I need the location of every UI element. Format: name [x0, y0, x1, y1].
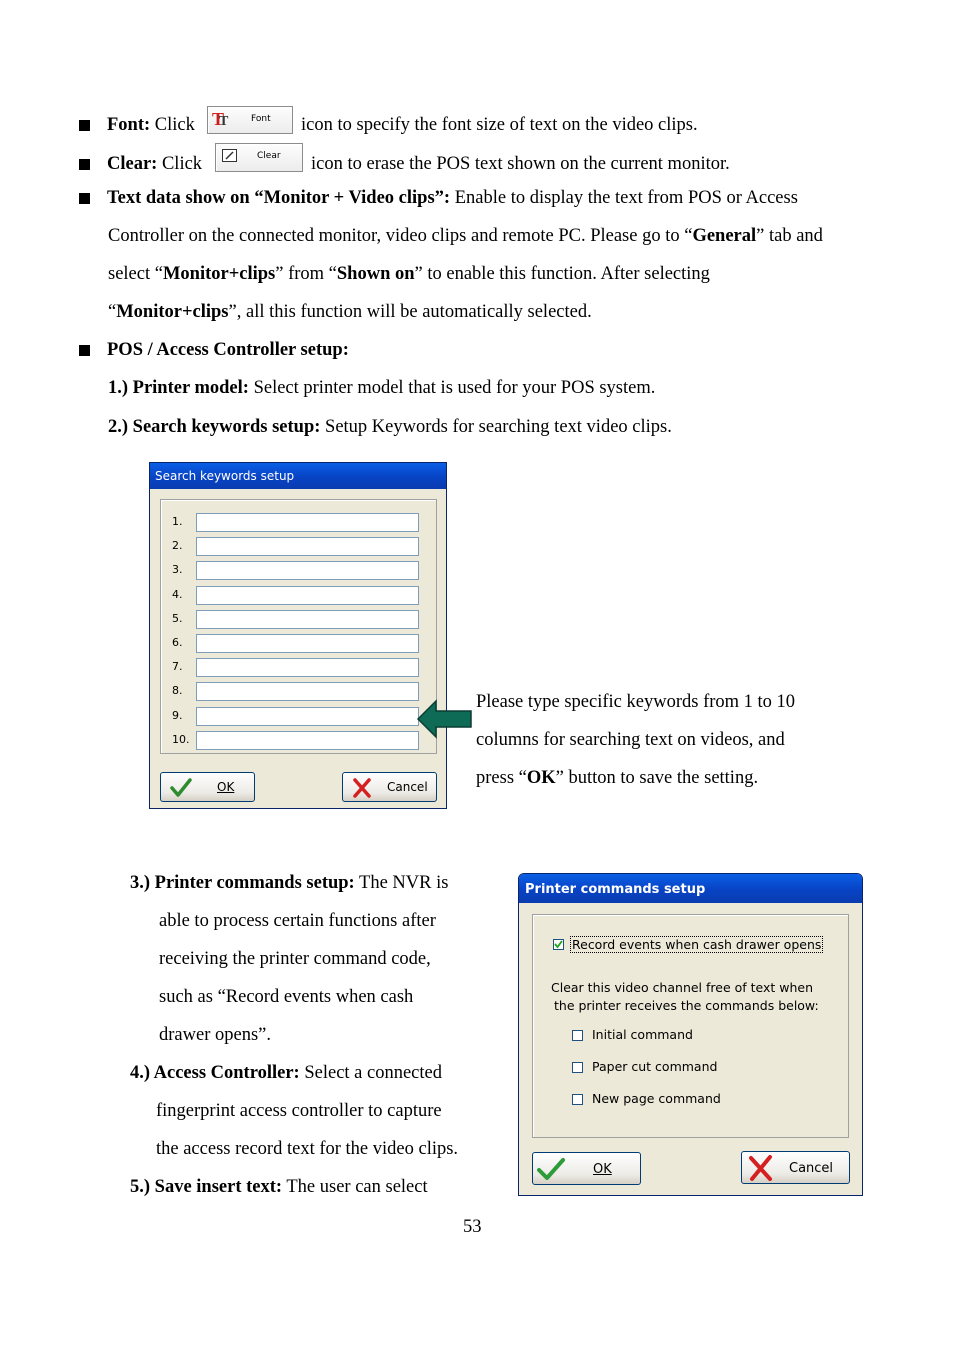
text-data-line-1: [107, 187, 798, 209]
keyword-input-9[interactable]: [196, 707, 419, 726]
search-keywords-dialog: [149, 462, 447, 809]
clear-text-line-2: the printer receives the commands below:: [554, 998, 819, 1013]
item-5-line-1: [130, 1176, 428, 1198]
item-3-t1: The NVR is: [354, 873, 449, 893]
printer-cancel-label: Cancel: [789, 1161, 834, 1176]
keyword-number-label: 5.: [172, 612, 183, 625]
text-data-l2-b: General: [692, 226, 757, 246]
font-bullet-text: [107, 114, 195, 136]
item-3-line-1: [130, 872, 448, 894]
callout-line-3: [476, 767, 758, 789]
item-4-line-2: fingerprint access controller to capture: [156, 1101, 442, 1121]
text-data-l4-c: ”, all this function will be automatically selected.: [228, 302, 592, 322]
item-4-label: 4.) Access Controller:: [130, 1063, 300, 1083]
new-page-checkbox[interactable]: [572, 1094, 583, 1105]
keyword-input-7[interactable]: [196, 658, 419, 677]
keyword-input-6[interactable]: [196, 634, 419, 653]
cancel-x-icon: [746, 1154, 776, 1182]
left-arrow-icon: [416, 699, 474, 739]
record-events-label: Record events when cash drawer opens: [572, 937, 822, 952]
bullet-square: [79, 120, 90, 131]
text-data-l2-a: Controller on the connected monitor, video clips and remote PC. Please go to “: [108, 226, 693, 246]
font-post-text: icon to specify the font size of text on the video clips.: [301, 115, 698, 135]
search-dialog-title: Search keywords setup: [155, 469, 295, 483]
callout-l3-b: OK: [526, 768, 556, 788]
item-4-t1: Select a connected: [299, 1063, 442, 1083]
text-data-l3-a: select “: [108, 264, 163, 284]
text-data-l3-d: Shown on: [336, 264, 415, 284]
item-3-line-2: able to process certain functions after: [159, 911, 436, 931]
item-2-text: Setup Keywords for searching text video clips.: [320, 417, 672, 437]
keyword-input-1[interactable]: [196, 513, 419, 532]
text-data-l1-rest: Enable to display the text from POS or Access: [450, 188, 798, 208]
printer-dialog-titlebar: [519, 874, 862, 903]
printer-ok-label: OK: [593, 1162, 612, 1177]
item-4-line-1: [130, 1062, 442, 1084]
keyword-input-8[interactable]: [196, 682, 419, 701]
bullet-square: [79, 345, 90, 356]
bullet-square: [79, 193, 90, 204]
font-toolbar-button[interactable]: [207, 106, 293, 134]
printer-ok-button[interactable]: [532, 1152, 641, 1185]
item-3-line-4: such as “Record events when cash: [159, 987, 414, 1007]
search-dialog-titlebar: [150, 463, 446, 489]
item-2-label: 2.) Search keywords setup:: [108, 417, 321, 437]
text-data-l3-b: Monitor+clips: [162, 264, 276, 284]
item-5-label: 5.) Save insert text:: [130, 1177, 283, 1197]
callout-line-2: columns for searching text on videos, and: [476, 730, 785, 750]
keyword-input-2[interactable]: [196, 537, 419, 556]
keyword-input-4[interactable]: [196, 586, 419, 605]
font-pre: Click: [150, 115, 195, 135]
item-1-text: Select printer model that is used for your POS system.: [248, 378, 656, 398]
initial-command-label: Initial command: [592, 1027, 693, 1042]
printer-cancel-button[interactable]: [741, 1151, 850, 1184]
keyword-number-label: 6.: [172, 636, 183, 649]
keyword-number-label: 9.: [172, 709, 183, 722]
bullet-square: [79, 159, 90, 170]
keyword-number-label: 1.: [172, 515, 183, 528]
clear-label: Clear:: [107, 154, 158, 174]
printer-commands-dialog: [518, 873, 863, 1196]
pos-heading: [107, 339, 349, 361]
pos-label: POS / Access Controller setup:: [107, 340, 349, 360]
checkmark-icon: [170, 777, 192, 799]
keyword-input-3[interactable]: [196, 561, 419, 580]
new-page-label: New page command: [592, 1091, 721, 1106]
item-1-label: 1.) Printer model:: [108, 378, 249, 398]
font-button-label: Font: [251, 114, 271, 124]
keyword-input-5[interactable]: [196, 610, 419, 629]
item-3-label: 3.) Printer commands setup:: [130, 873, 355, 893]
keyword-number-label: 7.: [172, 660, 183, 673]
item-4-line-3: the access record text for the video clips.: [156, 1139, 459, 1159]
keyword-number-label: 4.: [172, 588, 183, 601]
search-ok-button[interactable]: [160, 772, 255, 802]
callout-l3-a: press “: [476, 768, 527, 788]
item-2: [108, 416, 672, 438]
text-data-l4-b: Monitor+clips: [116, 302, 229, 322]
clear-text-line-1: Clear this video channel free of text when: [551, 980, 814, 995]
item-3-line-3: receiving the printer command code,: [159, 949, 431, 969]
clear-post-text: icon to erase the POS text shown on the current monitor.: [311, 154, 730, 174]
text-data-l2-c: ” tab and: [756, 226, 823, 246]
font-tt-icon: TT: [212, 109, 224, 129]
paper-cut-label: Paper cut command: [592, 1059, 718, 1074]
text-data-l3-e: ” to enable this function. After selecting: [414, 264, 710, 284]
paper-cut-checkbox[interactable]: [572, 1062, 583, 1073]
item-1: [108, 377, 655, 399]
eraser-icon: [222, 149, 237, 162]
search-ok-label: OK: [217, 780, 235, 794]
text-data-l3-c: ” from “: [275, 264, 337, 284]
search-cancel-button[interactable]: [342, 772, 437, 802]
clear-toolbar-button[interactable]: [215, 143, 303, 172]
item-5-t1: The user can select: [282, 1177, 428, 1197]
clear-button-label: Clear: [257, 151, 281, 161]
text-data-l4-a: “: [108, 302, 117, 322]
cancel-x-icon: [351, 777, 373, 799]
text-data-label: Text data show on “Monitor + Video clips”:: [107, 188, 451, 208]
keyword-input-10[interactable]: [196, 731, 419, 750]
callout-line-1: Please type specific keywords from 1 to 10: [476, 692, 796, 712]
initial-command-checkbox[interactable]: [572, 1030, 583, 1041]
keyword-number-label: 8.: [172, 684, 183, 697]
printer-dialog-title: Printer commands setup: [525, 882, 706, 897]
text-data-line-2: [108, 225, 823, 247]
keyword-number-label: 10.: [172, 733, 190, 746]
item-3-line-5: drawer opens”.: [159, 1025, 271, 1045]
keyword-number-label: 3.: [172, 563, 183, 576]
callout-l3-c: ” button to save the setting.: [555, 768, 759, 788]
search-cancel-label: Cancel: [387, 780, 428, 794]
clear-bullet-text: [107, 153, 202, 175]
text-data-line-3: [108, 263, 710, 285]
page-number: 53: [463, 1217, 482, 1237]
text-data-line-4: [108, 301, 592, 323]
record-events-checkbox[interactable]: [553, 939, 564, 950]
checkmark-icon: [536, 1156, 566, 1182]
keyword-number-label: 2.: [172, 539, 183, 552]
font-label: Font:: [107, 115, 151, 135]
clear-pre: Click: [157, 154, 203, 174]
